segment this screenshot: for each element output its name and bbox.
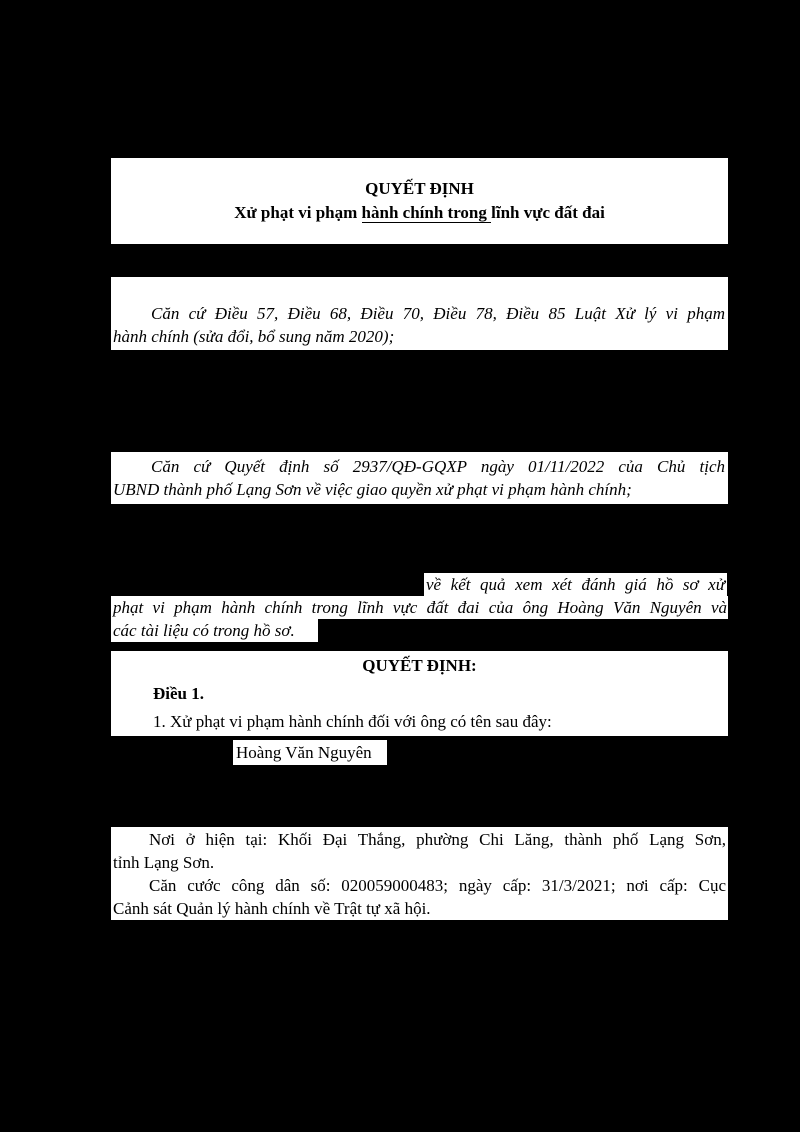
basis-3-line-1: về kết quả xem xét đánh giá hồ sơ xử [426, 575, 725, 594]
subtitle-start: Xử phạt vi phạm [234, 203, 362, 222]
title-block [111, 158, 728, 244]
document-subtitle [111, 202, 728, 224]
residence-line-2: tỉnh Lạng Sơn. [113, 853, 215, 872]
article-1-clause-1: 1. Xử phạt vi phạm hành chính đối với ông có tên sau đây: [153, 712, 552, 731]
basis-3-line-2: phạt vi phạm hành chính trong lĩnh vực đất đai của ông Hoàng Văn Nguyên và [113, 598, 727, 617]
legal-basis-3-part-1 [424, 573, 727, 596]
legal-basis-3-part-3 [111, 619, 318, 642]
basis-2-line-2: UBND thành phố Lạng Sơn về việc giao quyền xử phạt vi phạm hành chính; [113, 480, 632, 499]
subtitle-end: lĩnh vực đất đai [491, 203, 605, 222]
id-card-line-1: Căn cước công dân số: 020059000483; ngày cấp: 31/3/2021; nơi cấp: Cục [149, 876, 726, 895]
legal-basis-1 [111, 277, 728, 350]
decision-block [111, 651, 728, 736]
person-details-block [111, 827, 728, 920]
basis-3-line-3: các tài liệu có trong hồ sơ. [113, 621, 295, 640]
decision-heading: QUYẾT ĐỊNH: [362, 656, 477, 675]
person-name: Hoàng Văn Nguyên [236, 743, 372, 762]
article-1-heading: Điều 1. [153, 684, 204, 703]
legal-basis-3-part-2 [111, 596, 728, 619]
basis-2-line-1: Căn cứ Quyết định số 2937/QĐ-GQXP ngày 01/11/2022 của Chủ tịch [151, 457, 725, 476]
document-title: QUYẾT ĐỊNH [365, 179, 474, 198]
legal-basis-2 [111, 452, 728, 504]
basis-1-line-1: Căn cứ Điều 57, Điều 68, Điều 70, Điều 78, Điều 85 Luật Xử lý vi phạm [151, 304, 725, 323]
residence-line-1: Nơi ở hiện tại: Khối Đại Thắng, phường Chi Lăng, thành phố Lạng Sơn, [149, 830, 726, 849]
basis-1-line-2: hành chính (sửa đổi, bổ sung năm 2020); [113, 327, 395, 346]
id-card-line-2: Cảnh sát Quản lý hành chính về Trật tự xã hội. [113, 899, 431, 918]
person-name-block [233, 740, 387, 765]
subtitle-underlined: hành chính trong [361, 203, 492, 222]
